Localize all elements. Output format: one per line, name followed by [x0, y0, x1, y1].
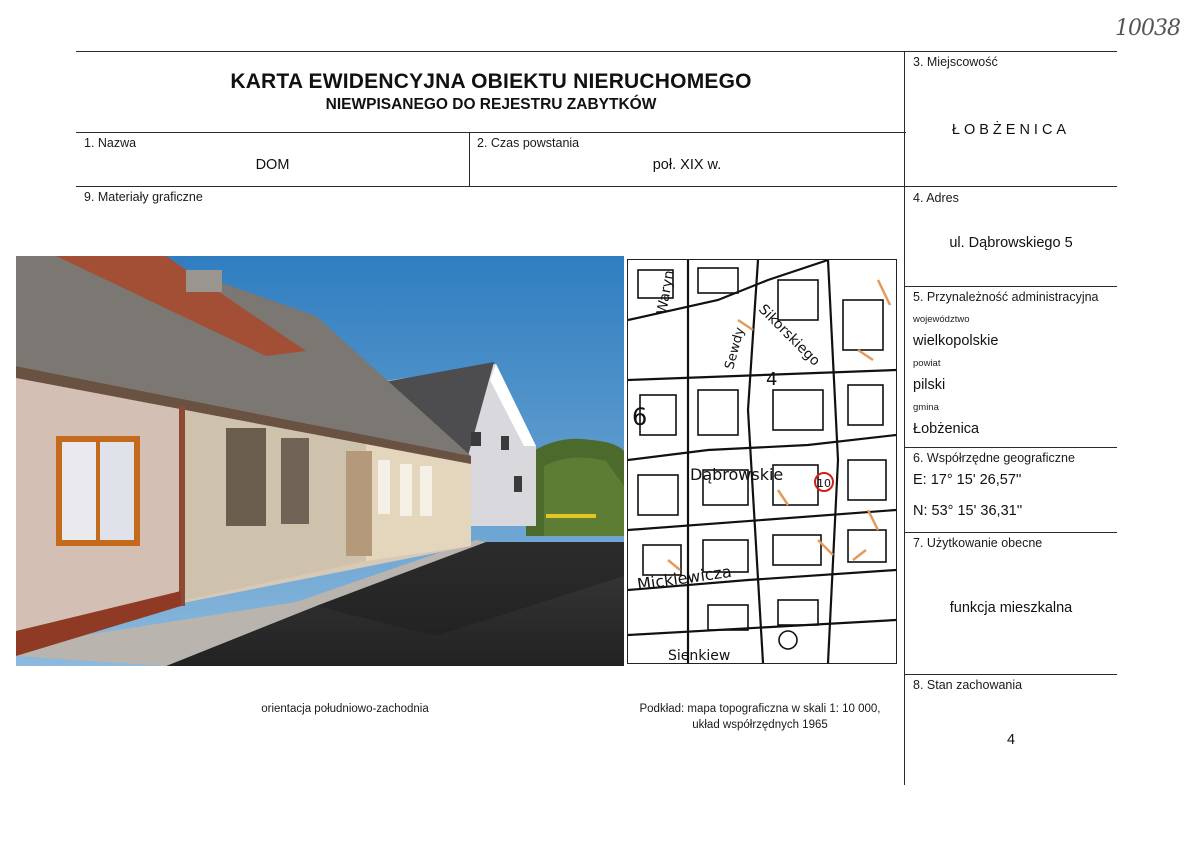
- card-title: KARTA EWIDENCYJNA OBIEKTU NIERUCHOMEGO: [230, 70, 752, 93]
- gmina-value: Łobżenica: [913, 421, 980, 437]
- wspolrzedne-e-value: E: 17° 15' 26,57'': [913, 472, 1022, 488]
- map-label-sikorskiego: Sikorskiego: [755, 301, 824, 370]
- czas-powstania-label: 2. Czas powstania: [477, 136, 580, 150]
- frame-top-line: [76, 51, 1117, 52]
- building-photo: [16, 256, 624, 666]
- map-label-sienkiewicza: Sienkiew: [668, 648, 731, 663]
- przynaleznosc-label: 5. Przynależność administracyjna: [913, 290, 1099, 304]
- gmina-label: gmina: [913, 402, 939, 413]
- card-subtitle: NIEWPISANEGO DO REJESTRU ZABYTKÓW: [325, 96, 657, 113]
- document-number: 10038: [1115, 16, 1180, 41]
- miejscowosc-value: ŁOBŻENICA: [951, 122, 1071, 138]
- map-marker-label: 10: [817, 477, 831, 490]
- wspolrzedne-n-value: N: 53° 15' 36,31'': [913, 503, 1023, 519]
- frame-line-wspolrzedne: [904, 532, 1117, 533]
- wspolrzedne-label: 6. Współrzędne geograficzne: [913, 451, 1075, 465]
- miejscowosc-label: 3. Miejscowość: [913, 55, 998, 69]
- map-caption-line2: układ współrzędnych 1965: [692, 719, 828, 731]
- location-map: [627, 259, 897, 664]
- map-caption-line1: Podkład: mapa topograficzna w skali 1: 10 000,: [639, 703, 881, 715]
- wojewodztwo-label: województwo: [913, 314, 970, 325]
- materialy-graficzne-label: 9. Materiały graficzne: [84, 190, 203, 204]
- nazwa-value: DOM: [255, 157, 290, 173]
- frame-line-uzytkowanie: [904, 674, 1117, 675]
- map-label-number-4: 4: [766, 369, 778, 390]
- map-label-warynskiego: Waryn: [654, 269, 678, 316]
- frame-line-adres: [904, 286, 1117, 287]
- adres-value: ul. Dąbrowskiego 5: [949, 235, 1073, 251]
- frame-line-przynaleznosc: [904, 447, 1117, 448]
- map-label-number-6: 6: [632, 403, 648, 431]
- nazwa-label: 1. Nazwa: [84, 136, 137, 150]
- wojewodztwo-value: wielkopolskie: [913, 333, 999, 349]
- stan-zachowania-label: 8. Stan zachowania: [913, 678, 1023, 692]
- uzytkowanie-value: funkcja mieszkalna: [949, 600, 1073, 616]
- adres-label: 4. Adres: [913, 191, 959, 205]
- photo-caption: orientacja południowo-zachodnia: [261, 703, 429, 715]
- map-label-mickiewicza: Mickiewicza: [635, 561, 733, 594]
- frame-title-bottom-line: [76, 132, 906, 133]
- uzytkowanie-label: 7. Użytkowanie obecne: [913, 536, 1043, 550]
- map-label-side: Sewdy: [722, 325, 748, 372]
- powiat-value: pilski: [913, 377, 946, 393]
- stan-zachowania-value: 4: [1006, 732, 1016, 748]
- frame-row1-bottom-line: [76, 186, 1117, 187]
- czas-powstania-value: poł. XIX w.: [652, 157, 722, 173]
- map-label-dabrowskiego: Dąbrowskie: [690, 465, 784, 484]
- powiat-label: powiat: [913, 358, 941, 369]
